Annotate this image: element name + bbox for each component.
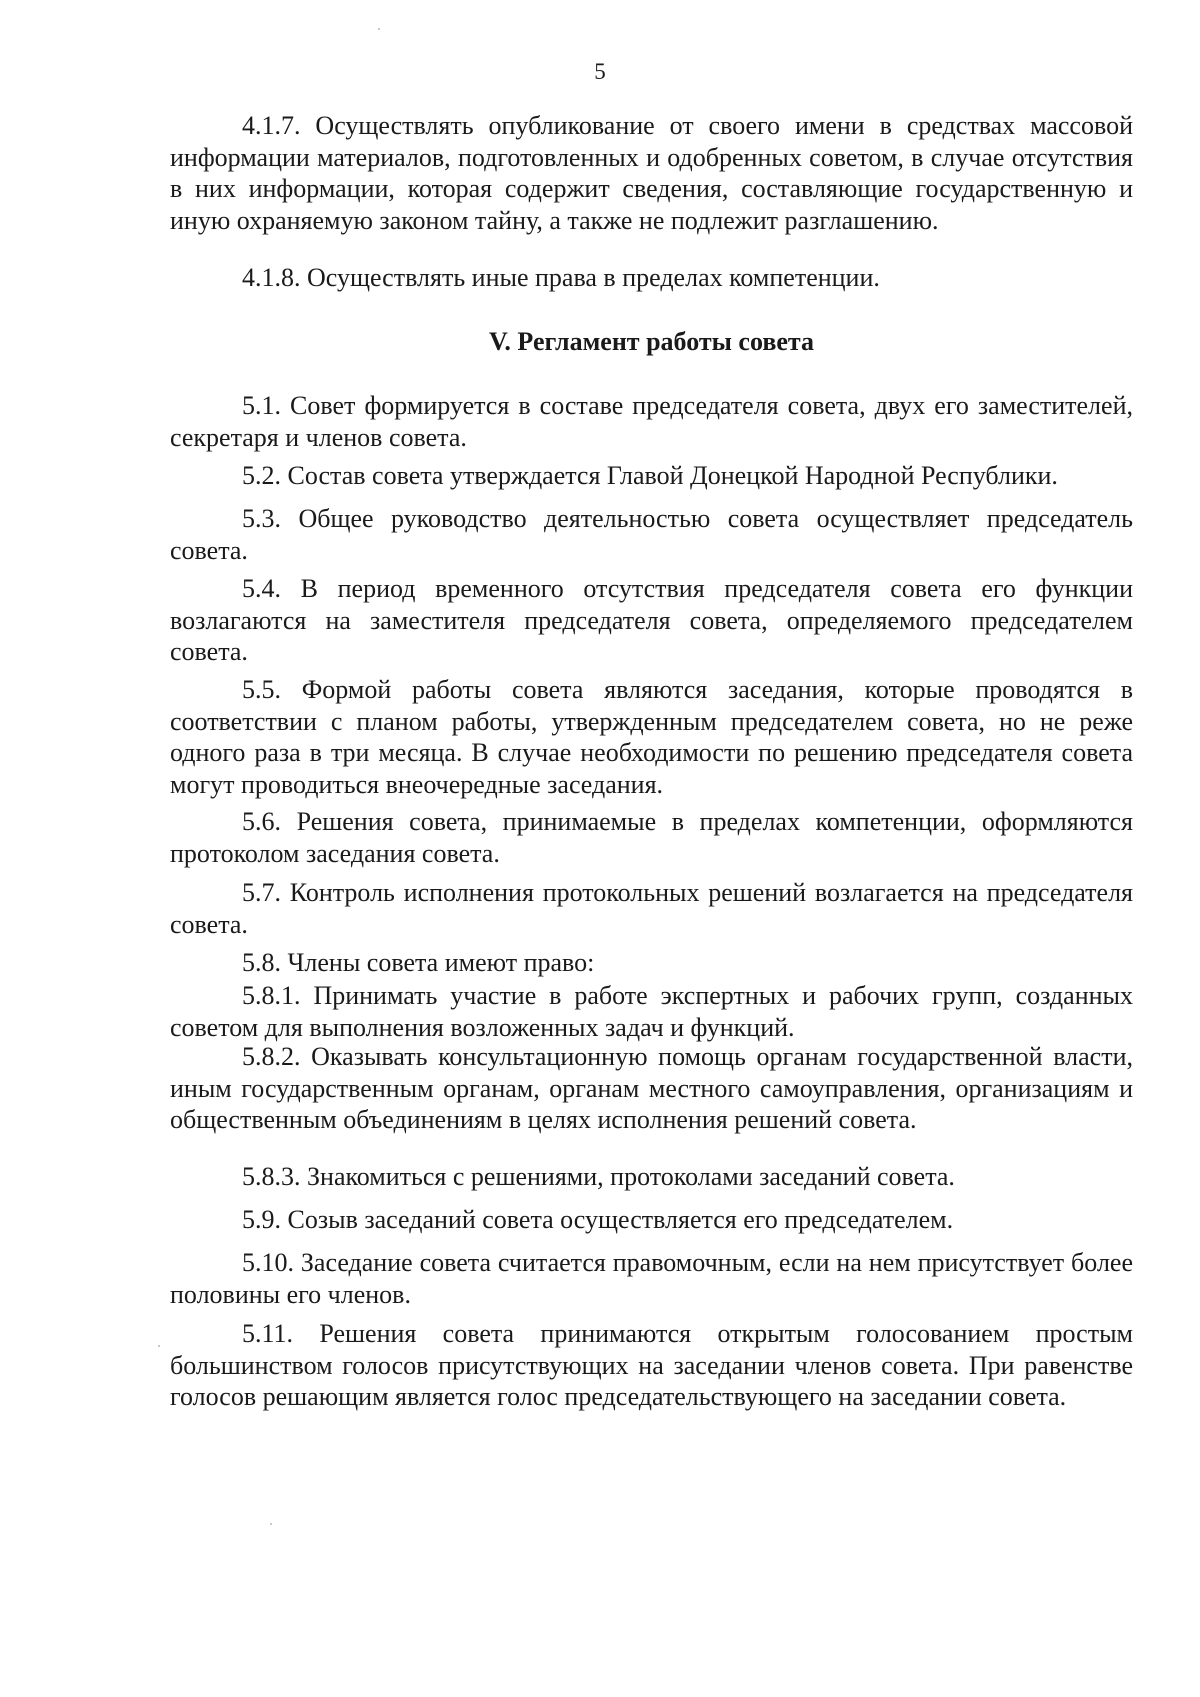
paragraph-5-3: 5.3. Общее руководство деятельностью совета осуществляет председатель совета.	[170, 504, 1133, 565]
paragraph-5-9: 5.9. Созыв заседаний совета осуществляется его председателем.	[242, 1205, 954, 1234]
scan-artifact	[270, 1523, 272, 1525]
paragraph-4-1-7: 4.1.7. Осуществлять опубликование от своего имени в средствах массовой информации материалов, подготовленных и одобренных советом, в случае отсутствия в них информации, которая содержит сведения, составляющие государственную и иную охраняемую законом тайну, а также не подлежит разглашению.	[170, 111, 1133, 235]
paragraph-5-5: 5.5. Формой работы совета являются заседания, которые проводятся в соответствии с планом работы, утвержденным председателем совета, но не реже одного раза в три месяца. В случае необходимости по решению председателя совета могут проводиться внеочередные заседания.	[170, 675, 1133, 799]
paragraph-5-8: 5.8. Члены совета имеют право:	[242, 948, 595, 977]
paragraph-5-6: 5.6. Решения совета, принимаемые в пределах компетенции, оформляются протоколом заседания совета.	[170, 807, 1133, 868]
paragraph-5-8-2: 5.8.2. Оказывать консультационную помощь органам государственной власти, иным государственным органам, органам местного самоуправления, организациям и общественным объединениям в целях исполнения решений совета.	[170, 1042, 1133, 1134]
scan-artifact	[378, 28, 380, 30]
section-5-heading: V. Регламент работы совета	[489, 327, 814, 356]
paragraph-5-4: 5.4. В период временного отсутствия председателя совета его функции возлагаются на заместителя председателя совета, определяемого председателем совета.	[170, 574, 1133, 666]
paragraph-5-10: 5.10. Заседание совета считается правомочным, если на нем присутствует более половины его членов.	[170, 1248, 1133, 1309]
paragraph-4-1-8: 4.1.8. Осуществлять иные права в пределах компетенции.	[242, 263, 880, 292]
paragraph-5-8-3: 5.8.3. Знакомиться с решениями, протоколами заседаний совета.	[242, 1162, 955, 1191]
scan-artifact	[158, 1345, 160, 1347]
paragraph-5-8-1: 5.8.1. Принимать участие в работе экспертных и рабочих групп, созданных советом для выполнения возложенных задач и функций.	[170, 981, 1133, 1042]
page-number: 5	[594, 59, 606, 84]
paragraph-5-11: 5.11. Решения совета принимаются открытым голосованием простым большинством голосов присутствующих на заседании членов совета. При равенстве голосов решающим является голос председательствующего на заседании совета.	[170, 1319, 1133, 1411]
paragraph-5-7: 5.7. Контроль исполнения протокольных решений возлагается на председателя совета.	[170, 878, 1133, 939]
paragraph-5-1: 5.1. Совет формируется в составе председателя совета, двух его заместителей, секретаря и членов совета.	[170, 391, 1133, 452]
paragraph-5-2: 5.2. Состав совета утверждается Главой Донецкой Народной Республики.	[242, 461, 1058, 490]
